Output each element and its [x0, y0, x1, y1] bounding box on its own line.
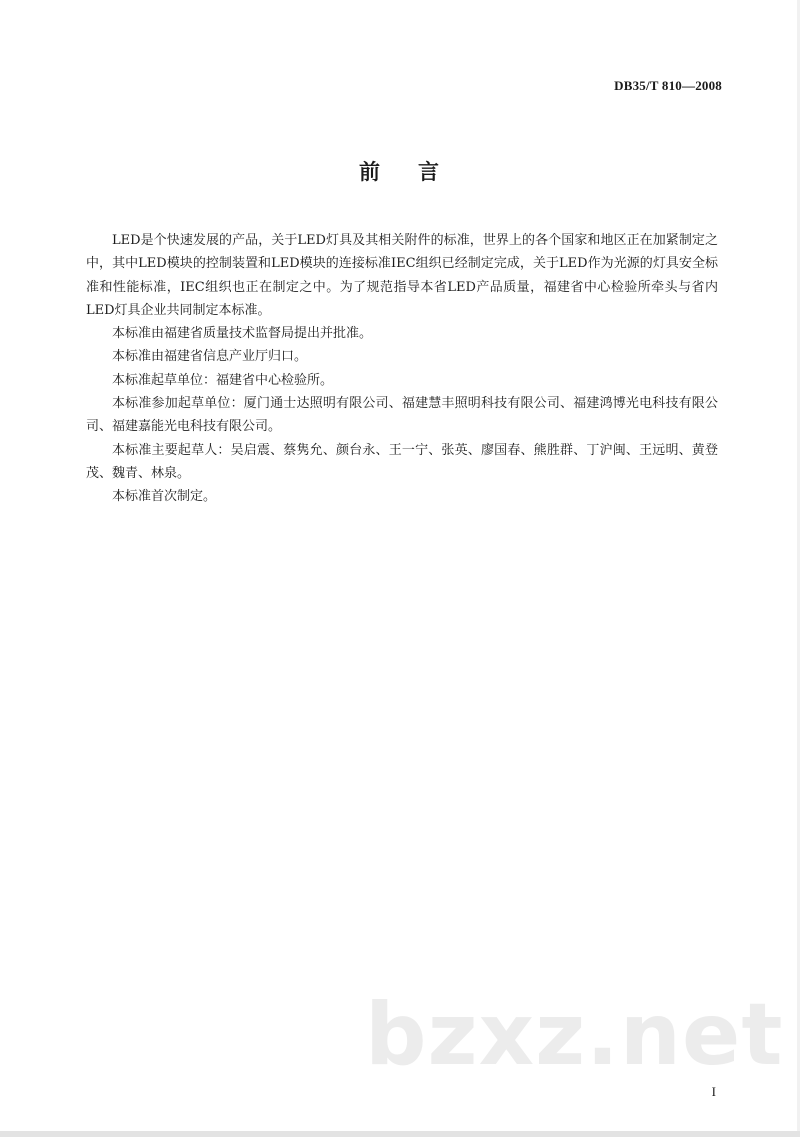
paragraph-drafting-unit: 本标准起草单位：福建省中心检验所。: [112, 372, 334, 388]
paragraph-first-edition: 本标准首次制定。: [112, 489, 217, 505]
paragraph-participating-units: 本标准参加起草单位：厦门通士达照明有限公司、福建慧丰照明科技有限公司、福建鸿博光电科技有限公司、福建嘉能光电科技有限公司。: [86, 396, 718, 435]
title-char-2: 言: [418, 160, 441, 184]
title-char-1: 前: [359, 160, 382, 184]
page-bottom-edge: [0, 1131, 800, 1137]
paragraph-intro: LED是个快速发展的产品，关于LED灯具及其相关附件的标准，世界上的各个国家和地区正在加紧制定之中，其中LED模块的控制装置和LED模块的连接标准IEC组织已经制定完成，关于LED作为光源的灯具安全标准和性能标准，IEC组织也正在制定之中。为了规范指导本省LED产品质量，福建省中心检验所牵头与省内LED灯具企业共同制定本标准。: [86, 233, 718, 318]
paragraph-administrator: 本标准由福建省信息产业厅归口。: [112, 349, 308, 365]
watermark: bzxz.net: [365, 985, 784, 1085]
document-code: DB35/T 810—2008: [614, 78, 722, 93]
paragraph-drafters: 本标准主要起草人：吴启震、蔡隽允、颜台永、王一宁、张英、廖国春、熊胜群、丁沪闽、王远明、黄登茂、魏青、林泉。: [86, 442, 718, 481]
page-number: I: [711, 1084, 716, 1099]
paragraph-proposer: 本标准由福建省质量技术监督局提出并批准。: [112, 326, 373, 342]
foreword-body: [86, 229, 718, 509]
page-title: [0, 156, 800, 186]
